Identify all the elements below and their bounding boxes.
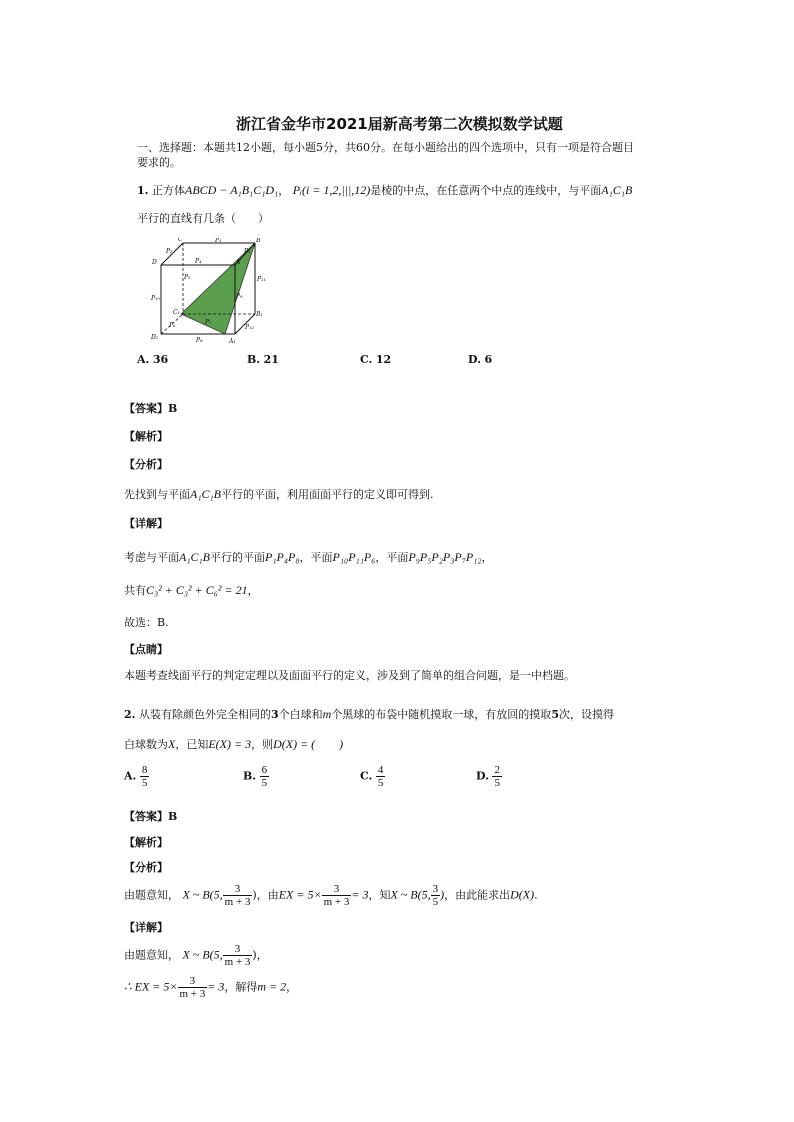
label-p9: P₉ — [236, 293, 243, 300]
q2-option-c: C. $\frac{4}{5}$ — [360, 764, 384, 789]
label-b1: B₁ — [256, 311, 263, 318]
q1-option-c: C. 12 — [360, 353, 392, 366]
label-p2: P₂ — [166, 248, 173, 255]
q1-dianjing-text: 本题考查线面平行的判定定理以及面面平行的定义，涉及到了简单的组合问题，是一中档题。 — [124, 669, 575, 682]
question-number: 1. — [137, 184, 149, 197]
label-p12: P₁₂ — [245, 324, 254, 331]
shaded-triangle — [181, 243, 255, 334]
page-title: 浙江省金华市2021届新高考第二次模拟数学试题 — [236, 115, 563, 133]
plane-name: A₁C₁B — [601, 183, 633, 197]
label-c1: C₁ — [173, 309, 180, 316]
label-p10: P₁₀ — [151, 295, 160, 302]
q2-fenxi-text: 由题意知， X ~ B(5, $\frac{3}{m + 3}$ )，由EX = 5× $\frac{3}{m + 3}$ = 3，知X ~ B(5, $\frac{3}{5}$ )，由此能求出D(X). — [124, 883, 538, 908]
stem-text: 正方体 — [151, 184, 185, 197]
label-p4: P₄ — [195, 258, 202, 265]
question-1-stem-cont: 平行的直线有几条（ ） — [137, 212, 269, 225]
q1-option-a: A. 36 — [137, 353, 169, 366]
q1-option-d: D. 6 — [468, 353, 493, 366]
q2-option-b: B. $\frac{6}{5}$ — [243, 764, 268, 789]
q1-jiexi: 【解析】 — [124, 430, 168, 443]
label-p7: P₇ — [205, 319, 212, 326]
q1-fenxi-text: 先找到与平面A₁C₁B平行的平面，利用面面平行的定义即可得到. — [124, 487, 434, 501]
cube-figure — [145, 238, 270, 348]
q2-fenxi: 【分析】 — [124, 861, 168, 874]
cube-name: ABCD − A₁B₁C₁D₁ — [184, 183, 279, 197]
question-2-stem-cont: 白球数为X，已知E(X) = 3，则D(X) = ( ) — [124, 737, 344, 751]
label-d: D — [152, 259, 157, 266]
stem-text: 是棱的中点，在任意两个中点的连线中，与平面 — [370, 184, 602, 197]
q2-detail-1: 由题意知， X ~ B(5, $\frac{3}{m + 3}$ )， — [124, 943, 268, 968]
q1-fenxi: 【分析】 — [124, 458, 168, 471]
q2-option-a: A. $\frac{8}{5}$ — [124, 764, 148, 789]
q1-xiangjie: 【详解】 — [124, 517, 168, 530]
question-2-stem: 2. 从装有除颜色外完全相同的3个白球和m个黑球的布袋中随机摸取一球，有放回的摸取5次，设摸得 — [124, 707, 614, 721]
section-intro-cont: 要求的。 — [137, 156, 181, 169]
q1-answer: 【答案】B — [124, 402, 178, 415]
question-1-stem: 1. 正方体ABCD − A₁B₁C₁D₁， Pᵢ(i = 1,2,|||,12)是棱的中点，在任意两个中点的连线中，与平面A₁C₁B — [137, 183, 633, 197]
q1-detail-1: 考虑与平面A₁C₁B平行的平面P₁P₄P₈，平面P₁₀P₁₁P₆，平面P₉P₅P₂P₃P₇P₁₂， — [124, 550, 493, 564]
section-intro: 一、选择题：本题共12小题，每小题5分，共60分。在每小题给出的四个选项中，只有一项是符合题目 — [137, 141, 634, 154]
q2-answer: 【答案】B — [124, 810, 178, 823]
pi-definition: Pᵢ(i = 1,2,|||,12) — [292, 183, 371, 197]
q1-detail-2: 共有C₃² + C₃² + C₆² = 21， — [124, 583, 259, 597]
label-a: A — [236, 259, 241, 266]
label-c: C — [178, 238, 183, 243]
label-a1: A₁ — [229, 338, 236, 345]
label-b: B — [256, 238, 261, 244]
label-p3: P₃ — [215, 238, 222, 244]
q1-dianjing: 【点睛】 — [124, 643, 168, 656]
q2-option-d: D. $\frac{2}{5}$ — [476, 764, 500, 789]
label-d1: D₁ — [151, 334, 159, 341]
q2-jiexi: 【解析】 — [124, 836, 168, 849]
q1-option-b: B. 21 — [247, 353, 279, 366]
label-p8: P₈ — [196, 337, 203, 344]
q2-xiangjie: 【详解】 — [124, 921, 168, 934]
q1-guxuan: 故选：B. — [124, 616, 169, 629]
label-p6: P₆ — [169, 322, 176, 329]
label-p1: P₁ — [244, 248, 251, 255]
label-p5: P₅ — [184, 274, 191, 281]
q2-detail-2: ∴ EX = 5× $\frac{3}{m + 3}$ = 3，解得m = 2， — [124, 975, 298, 1000]
label-p11: P₁₁ — [257, 276, 266, 283]
